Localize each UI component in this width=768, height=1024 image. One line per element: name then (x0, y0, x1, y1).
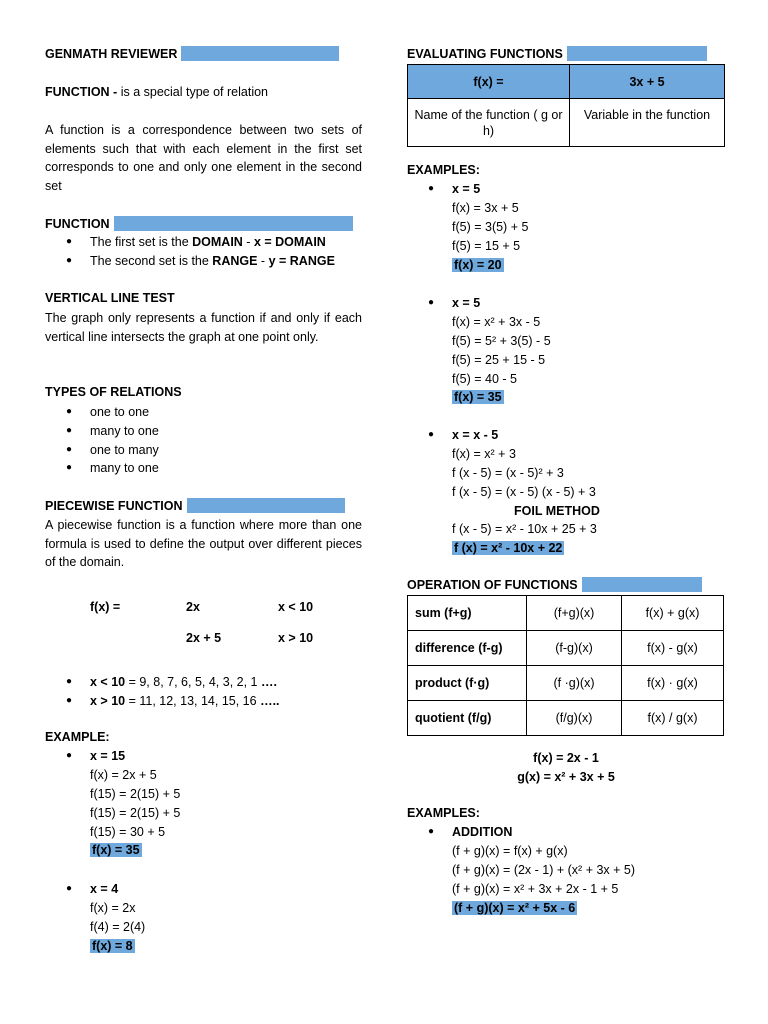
table-cell: (f-g)(x) (527, 631, 622, 666)
table-cell: product (f·g) (408, 666, 527, 701)
table-cell: f(x) = (408, 65, 570, 99)
step-line: (f + g)(x) = f(x) + g(x) (452, 843, 568, 858)
given-f: f(x) = 2x - 1 (533, 751, 599, 765)
answer-highlight: (f + g)(x) = x² + 5x - 6 (454, 900, 576, 915)
operations-heading-text: OPERATION OF FUNCTIONS (407, 577, 578, 592)
table-cell: (f+g)(x) (527, 596, 622, 631)
piecewise-text: A piecewise function is a function where more than one formula is used to define the output over different pieces of the domain. (45, 518, 362, 570)
list-item: ● many to one (45, 422, 159, 441)
step-line: f(15) = 2(15) + 5 (90, 786, 181, 801)
list-item: ● x = 15 (45, 747, 180, 766)
vertical-line-test-text: The graph only represents a function if and only if each vertical line intersects the graph at one point only. (45, 311, 362, 344)
operations-highlight-bar (582, 577, 702, 592)
piecewise-expr-2: 2x + 5 (186, 631, 222, 645)
step-line: (f + g)(x) = x² + 3x + 2x - 1 + 5 (452, 881, 619, 896)
examples-heading-2: EXAMPLES: (407, 806, 480, 820)
right-example-2 (407, 294, 551, 407)
table-cell: difference (f-g) (408, 631, 527, 666)
list-item: ● x = x - 5 (407, 426, 600, 445)
step-line: f(x) = x² + 3 (452, 446, 516, 461)
page-title-text: GENMATH REVIEWER (45, 46, 178, 61)
step-line: f(x) = 2x (90, 900, 136, 915)
function-heading (45, 216, 353, 231)
table-cell: f(x) / g(x) (622, 701, 724, 736)
operation-of-functions-heading (407, 577, 702, 592)
examples-heading: EXAMPLES: (407, 163, 480, 177)
list-item: ● many to one (45, 459, 159, 478)
piecewise-heading-text: PIECEWISE FUNCTION (45, 498, 183, 513)
types-heading: TYPES OF RELATIONS (45, 385, 182, 399)
step-line: f(5) = 5² + 3(5) - 5 (452, 333, 551, 348)
table-cell: f(x) - g(x) (622, 631, 724, 666)
evaluating-highlight-bar (567, 46, 707, 61)
piecewise-fx: f(x) = (90, 600, 121, 614)
table-cell: (f ·g)(x) (527, 666, 622, 701)
addition-example (407, 823, 635, 917)
table-cell: f(x) · g(x) (622, 666, 724, 701)
vertical-line-test-heading: VERTICAL LINE TEST (45, 291, 175, 305)
list-item: ● x < 10 = 9, 8, 7, 6, 5, 4, 3, 2, 1 …. (45, 673, 280, 692)
piecewise-expr-1: 2x (186, 600, 200, 614)
answer-highlight: f(x) = 35 (92, 843, 140, 858)
given-g: g(x) = x² + 3x + 5 (517, 770, 615, 784)
step-line: f(15) = 30 + 5 (90, 824, 166, 839)
piecewise-cond-1: x < 10 (278, 600, 314, 614)
example-heading: EXAMPLE: (45, 730, 110, 744)
title-highlight-bar (181, 46, 339, 61)
table-cell: sum (f+g) (408, 596, 527, 631)
list-item: ● one to one (45, 403, 159, 422)
table-row (408, 701, 724, 736)
table-cell: (f/g)(x) (527, 701, 622, 736)
table-cell: f(x) + g(x) (622, 596, 724, 631)
answer-highlight: f (x) = x² - 10x + 22 (454, 541, 563, 556)
table-cell: Variable in the function (570, 99, 725, 147)
step-line: f(x) = x² + 3x - 5 (452, 314, 541, 329)
step-line: f (x - 5) = x² - 10x + 25 + 3 (452, 522, 597, 537)
given-functions (407, 749, 725, 787)
table-cell: 3x + 5 (570, 65, 725, 99)
step-line: f(5) = 3(5) + 5 (452, 219, 529, 234)
right-example-1 (407, 180, 528, 274)
foil-method-label: FOIL METHOD (514, 503, 600, 518)
function-heading-text: FUNCTION (45, 216, 110, 231)
list-item: ● ADDITION (407, 823, 635, 842)
piecewise-cond-2: x > 10 (278, 631, 314, 645)
step-line: f(x) = 3x + 5 (452, 200, 519, 215)
types-list (45, 403, 159, 478)
table-row (408, 99, 725, 147)
list-item: ● The second set is the RANGE - y = RANGE (45, 252, 335, 271)
list-item: ● x > 10 = 11, 12, 13, 14, 15, 16 ….. (45, 692, 280, 711)
piecewise-highlight-bar (187, 498, 345, 513)
table-cell: Name of the function ( g or h) (408, 99, 570, 147)
function-bullet-list (45, 233, 335, 271)
evaluating-heading-text: EVALUATING FUNCTIONS (407, 46, 563, 61)
step-line: f(5) = 15 + 5 (452, 238, 521, 253)
step-line: f(5) = 40 - 5 (452, 371, 517, 386)
list-item: ● x = 5 (407, 294, 551, 313)
table-cell: quotient (f/g) (408, 701, 527, 736)
step-line: (f + g)(x) = (2x - 1) + (x² + 3x + 5) (452, 862, 636, 877)
answer-highlight: f(x) = 20 (454, 257, 502, 272)
list-item: ● The first set is the DOMAIN - x = DOMAIN (45, 233, 335, 252)
step-line: f(15) = 2(15) + 5 (90, 805, 181, 820)
function-definition (45, 85, 268, 99)
function-notation-table (407, 64, 725, 147)
step-line: f (x - 5) = (x - 5)² + 3 (452, 465, 564, 480)
piecewise-heading (45, 498, 345, 513)
domain-value-list (45, 673, 280, 711)
function-highlight-bar (114, 216, 353, 231)
step-line: f(5) = 25 + 15 - 5 (452, 352, 546, 367)
left-example-2 (45, 880, 145, 956)
function-paragraph: A function is a correspondence between two sets of elements such that with each element in the first set corresponds to one and only one element in the second set (45, 123, 362, 194)
evaluating-functions-heading (407, 46, 707, 61)
table-row (408, 596, 724, 631)
table-row (408, 65, 725, 99)
answer-highlight: f(x) = 8 (92, 938, 133, 953)
step-line: f(4) = 2(4) (90, 919, 146, 934)
table-row (408, 666, 724, 701)
step-line: f (x - 5) = (x - 5) (x - 5) + 3 (452, 484, 596, 499)
page-title (45, 46, 339, 61)
function-term: FUNCTION - (45, 85, 118, 99)
list-item: ● x = 4 (45, 880, 145, 899)
operations-table (407, 595, 724, 736)
function-definition-text: is a special type of relation (117, 85, 268, 99)
step-line: f(x) = 2x + 5 (90, 767, 157, 782)
list-item: ● x = 5 (407, 180, 528, 199)
left-example-1 (45, 747, 180, 860)
table-row (408, 631, 724, 666)
answer-highlight: f(x) = 35 (454, 390, 502, 405)
list-item: ● one to many (45, 441, 159, 460)
right-example-3 (407, 426, 600, 558)
